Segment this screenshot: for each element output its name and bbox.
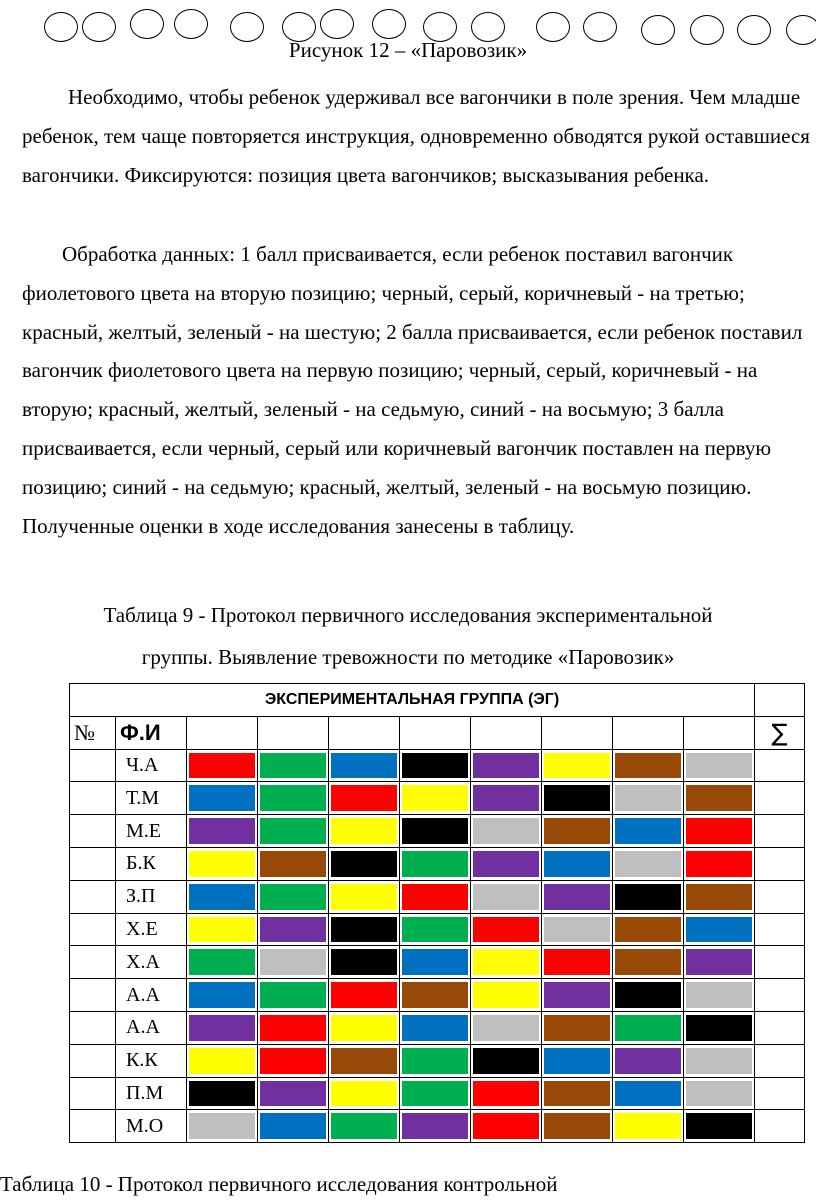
paragraph-data-processing: Обработка данных: 1 балл присваивается, если ребенок поставил вагончик фиолетового цвета на вторую позицию; черный, серый, коричневый - на третью; красный, желтый, зеленый - на шестую; 2 балла присваивается, если ребенок поставил вагончик фиолетового цвета на первую позицию; черный, серый, коричневый - на вторую; красный, желтый, зеленый - на седьмую, синий - на восьмую; 3 балла присваивается, если черный, серый или коричневый вагончик поставлен на первую позицию; синий - на седьмую; красный, желтый, зеленый - на восьмую позицию. Полученные оценки в ходе исследования занесены в таблицу. <box>22 242 803 538</box>
wagon-color-cell <box>613 847 684 880</box>
child-name-cell: М.Е <box>116 815 187 848</box>
wagon-color-cell <box>400 782 471 815</box>
wagon-color-cell <box>613 946 684 979</box>
row-number-cell <box>70 880 116 913</box>
wagon-purple-swatch <box>189 1015 255 1041</box>
wagon-purple-swatch <box>260 917 326 943</box>
wagon-color-cell <box>542 847 613 880</box>
table-row <box>70 815 805 848</box>
wagon-color-cell <box>542 1077 613 1110</box>
wagon-brown-swatch <box>544 1113 610 1139</box>
row-number-cell <box>70 913 116 946</box>
wagon-brown-swatch <box>331 1048 397 1074</box>
wheel-icon <box>320 9 354 39</box>
wagon-color-cell <box>187 1077 258 1110</box>
wagon-brown-swatch <box>544 1081 610 1107</box>
wagon-brown-swatch <box>686 884 752 910</box>
wagon-purple-swatch <box>189 818 255 844</box>
wagon-color-cell <box>471 1110 542 1143</box>
wagon-color-cell <box>471 749 542 782</box>
wagon-color-cell <box>329 1011 400 1044</box>
wagon-blue-swatch <box>189 884 255 910</box>
row-sum-cell <box>755 1110 805 1143</box>
wagon-color-cell <box>258 1110 329 1143</box>
empty-header-cell <box>613 716 684 749</box>
wagon-color-cell <box>258 815 329 848</box>
wagon-blue-swatch <box>189 982 255 1008</box>
wagon-color-cell <box>400 979 471 1012</box>
wagon-blue-swatch <box>260 1113 326 1139</box>
wagon-color-cell <box>613 749 684 782</box>
empty-header-cell <box>329 716 400 749</box>
wheel-icon <box>174 9 208 39</box>
wagon-green-swatch <box>260 982 326 1008</box>
child-name-cell: К.К <box>116 1044 187 1077</box>
wagon-black-swatch <box>331 949 397 975</box>
table-row <box>70 880 805 913</box>
wagon-color-cell <box>613 782 684 815</box>
wagon-purple-swatch <box>544 884 610 910</box>
wagon-color-cell <box>258 782 329 815</box>
table9-title-line2: группы. Выявление тревожности по методике «Паровозик» <box>141 645 675 669</box>
table-header-row <box>70 716 805 749</box>
figure-caption: Рисунок 12 – «Паровозик» <box>288 38 528 62</box>
wagon-black-swatch <box>402 753 468 779</box>
row-number-cell <box>70 1110 116 1143</box>
wagon-brown-swatch <box>615 753 681 779</box>
child-name-cell: Б.К <box>116 847 187 880</box>
wagon-black-swatch <box>331 917 397 943</box>
wagon-color-cell <box>329 782 400 815</box>
wagon-red-swatch <box>260 1015 326 1041</box>
child-name-cell: М.О <box>116 1110 187 1143</box>
wagon-yellow-swatch <box>189 1048 255 1074</box>
wagon-blue-swatch <box>331 753 397 779</box>
wagon-color-cell <box>187 979 258 1012</box>
row-sum-cell <box>755 1077 805 1110</box>
wheel-icon <box>372 9 406 39</box>
wagon-color-cell <box>613 1110 684 1143</box>
wagon-color-cell <box>542 1044 613 1077</box>
wagon-red-swatch <box>473 1113 539 1139</box>
wagon-blue-swatch <box>615 818 681 844</box>
wagon-color-cell <box>329 979 400 1012</box>
row-sum-cell <box>755 880 805 913</box>
wagon-color-cell <box>471 1044 542 1077</box>
wagon-color-cell <box>258 1011 329 1044</box>
wagon-red-swatch <box>402 884 468 910</box>
wagon-color-cell <box>258 913 329 946</box>
wagon-yellow-swatch <box>331 884 397 910</box>
wagon-black-swatch <box>615 884 681 910</box>
wagon-color-cell <box>613 1077 684 1110</box>
wagon-red-swatch <box>260 1048 326 1074</box>
wagon-color-cell <box>471 815 542 848</box>
wagon-gray-swatch <box>615 851 681 877</box>
table-row <box>70 946 805 979</box>
wagon-brown-swatch <box>615 917 681 943</box>
wagon-purple-swatch <box>473 785 539 811</box>
wagon-color-cell <box>471 1011 542 1044</box>
wagon-green-swatch <box>260 753 326 779</box>
wagon-color-cell <box>187 782 258 815</box>
wagon-green-swatch <box>189 949 255 975</box>
wagon-black-swatch <box>544 785 610 811</box>
wagon-gray-swatch <box>686 1048 752 1074</box>
wagon-color-cell <box>613 880 684 913</box>
wagon-color-cell <box>471 847 542 880</box>
wagon-green-swatch <box>402 1048 468 1074</box>
wagon-red-swatch <box>686 851 752 877</box>
wagon-black-swatch <box>615 982 681 1008</box>
wagon-color-cell <box>684 913 755 946</box>
child-name-cell: А.А <box>116 1011 187 1044</box>
column-name-header: Ф.И <box>116 716 187 749</box>
wagon-yellow-swatch <box>615 1113 681 1139</box>
wagon-color-cell <box>471 979 542 1012</box>
wagon-color-cell <box>613 815 684 848</box>
child-name-cell: А.А <box>116 979 187 1012</box>
wagon-yellow-swatch <box>544 753 610 779</box>
wagon-brown-swatch <box>260 851 326 877</box>
wagon-color-cell <box>684 1077 755 1110</box>
wagon-color-cell <box>258 847 329 880</box>
wagon-green-swatch <box>260 884 326 910</box>
wagon-black-swatch <box>686 1113 752 1139</box>
wagon-green-swatch <box>402 1081 468 1107</box>
row-sum-cell <box>755 782 805 815</box>
table10-title: Таблица 10 - Протокол первичного исследования контрольной <box>0 1172 558 1196</box>
wagon-color-cell <box>400 749 471 782</box>
empty-header-cell <box>187 716 258 749</box>
wagon-gray-swatch <box>686 753 752 779</box>
wagon-color-cell <box>187 847 258 880</box>
row-sum-cell <box>755 946 805 979</box>
empty-header-cell <box>258 716 329 749</box>
wagon-color-cell <box>684 1110 755 1143</box>
wagon-purple-swatch <box>615 1048 681 1074</box>
wagon-black-swatch <box>473 1048 539 1074</box>
row-number-cell <box>70 979 116 1012</box>
wagon-purple-swatch <box>473 851 539 877</box>
wagon-color-cell <box>400 815 471 848</box>
wagon-color-cell <box>258 749 329 782</box>
table-row <box>70 1044 805 1077</box>
wagon-gray-swatch <box>260 949 326 975</box>
empty-header-cell <box>755 684 805 717</box>
wagon-color-cell <box>684 979 755 1012</box>
wagon-color-cell <box>684 880 755 913</box>
wagon-color-cell <box>400 847 471 880</box>
wagon-color-cell <box>400 1044 471 1077</box>
paragraph-instructions: Необходимо, чтобы ребенок удерживал все вагончики в поле зрения. Чем младше ребенок, тем чаще повторяется инструкция, одновременно обводятся рукой оставшиеся вагончики. Фиксируются: позиция цвета вагончиков; высказывания ребенка. <box>22 85 810 187</box>
table-row <box>70 979 805 1012</box>
wagon-yellow-swatch <box>189 851 255 877</box>
wagon-gray-swatch <box>615 785 681 811</box>
wagon-blue-swatch <box>686 917 752 943</box>
wagon-color-cell <box>187 1011 258 1044</box>
wagon-yellow-swatch <box>473 949 539 975</box>
row-number-cell <box>70 1077 116 1110</box>
wagon-color-cell <box>329 815 400 848</box>
wagon-black-swatch <box>402 818 468 844</box>
wagon-color-cell <box>613 1011 684 1044</box>
wagon-red-swatch <box>331 982 397 1008</box>
row-sum-cell <box>755 815 805 848</box>
table-group-row <box>70 684 805 717</box>
empty-header-cell <box>471 716 542 749</box>
column-number-header: № <box>70 716 116 749</box>
wagon-red-swatch <box>189 753 255 779</box>
wagon-color-cell <box>684 946 755 979</box>
wagon-color-cell <box>542 1110 613 1143</box>
wagon-color-cell <box>329 847 400 880</box>
table-row <box>70 847 805 880</box>
wagon-purple-swatch <box>260 1081 326 1107</box>
table-row <box>70 782 805 815</box>
child-name-cell: Ч.А <box>116 749 187 782</box>
wagon-yellow-swatch <box>402 785 468 811</box>
wagon-blue-swatch <box>189 785 255 811</box>
wagon-gray-swatch <box>473 1015 539 1041</box>
row-number-cell <box>70 1011 116 1044</box>
wagon-color-cell <box>258 979 329 1012</box>
wagon-brown-swatch <box>686 785 752 811</box>
wagon-color-cell <box>187 913 258 946</box>
wagon-color-cell <box>542 815 613 848</box>
wagon-color-cell <box>542 880 613 913</box>
wagon-color-cell <box>684 782 755 815</box>
protocol-table-body <box>70 749 805 1143</box>
row-number-cell <box>70 1044 116 1077</box>
child-name-cell: Х.Е <box>116 913 187 946</box>
wagon-color-cell <box>400 1077 471 1110</box>
row-number-cell <box>70 749 116 782</box>
wagon-color-cell <box>684 1011 755 1044</box>
wagon-yellow-swatch <box>473 982 539 1008</box>
wagon-gray-swatch <box>473 884 539 910</box>
wagon-green-swatch <box>260 785 326 811</box>
row-sum-cell <box>755 1044 805 1077</box>
wagon-color-cell <box>400 1011 471 1044</box>
wagon-color-cell <box>542 782 613 815</box>
wagon-red-swatch <box>473 1081 539 1107</box>
wagon-color-cell <box>471 1077 542 1110</box>
wagon-color-cell <box>471 782 542 815</box>
wagon-black-swatch <box>331 851 397 877</box>
wagon-color-cell <box>542 913 613 946</box>
wagon-color-cell <box>542 946 613 979</box>
wagon-color-cell <box>258 1044 329 1077</box>
wagon-yellow-swatch <box>331 818 397 844</box>
wagon-color-cell <box>684 847 755 880</box>
wagon-color-cell <box>542 1011 613 1044</box>
wagon-purple-swatch <box>402 1113 468 1139</box>
wagon-color-cell <box>329 1044 400 1077</box>
wagon-color-cell <box>400 946 471 979</box>
sum-header: ∑ <box>755 716 805 749</box>
wagon-color-cell <box>258 946 329 979</box>
wagon-color-cell <box>471 946 542 979</box>
wagon-color-cell <box>684 815 755 848</box>
wagon-color-cell <box>329 1110 400 1143</box>
wagon-gray-swatch <box>473 818 539 844</box>
empty-header-cell <box>684 716 755 749</box>
wagon-color-cell <box>400 1110 471 1143</box>
wagon-color-cell <box>684 1044 755 1077</box>
table-row <box>70 913 805 946</box>
wagon-color-cell <box>187 880 258 913</box>
wagon-color-cell <box>187 815 258 848</box>
child-name-cell: П.М <box>116 1077 187 1110</box>
wagon-color-cell <box>684 749 755 782</box>
wagon-color-cell <box>258 880 329 913</box>
wagon-green-swatch <box>402 851 468 877</box>
wagon-color-cell <box>542 979 613 1012</box>
wagon-blue-swatch <box>615 1081 681 1107</box>
child-name-cell: Т.М <box>116 782 187 815</box>
wagon-purple-swatch <box>686 949 752 975</box>
wagon-blue-swatch <box>402 949 468 975</box>
wagon-color-cell <box>542 749 613 782</box>
wagon-color-cell <box>187 1110 258 1143</box>
wagon-brown-swatch <box>402 982 468 1008</box>
wagon-yellow-swatch <box>331 1015 397 1041</box>
empty-header-cell <box>400 716 471 749</box>
row-sum-cell <box>755 847 805 880</box>
row-number-cell <box>70 847 116 880</box>
wagon-color-cell <box>613 913 684 946</box>
table-row <box>70 1110 805 1143</box>
wagon-blue-swatch <box>402 1015 468 1041</box>
wagon-brown-swatch <box>544 818 610 844</box>
row-number-cell <box>70 815 116 848</box>
row-sum-cell <box>755 1011 805 1044</box>
wagon-color-cell <box>329 1077 400 1110</box>
wagon-gray-swatch <box>686 1081 752 1107</box>
child-name-cell: Х.А <box>116 946 187 979</box>
group-header: ЭКСПЕРИМЕНТАЛЬНАЯ ГРУППА (ЭГ) <box>70 684 755 717</box>
wagon-green-swatch <box>615 1015 681 1041</box>
protocol-table <box>69 683 805 1143</box>
wagon-green-swatch <box>331 1113 397 1139</box>
wagon-color-cell <box>400 913 471 946</box>
wagon-brown-swatch <box>544 1015 610 1041</box>
wagon-yellow-swatch <box>331 1081 397 1107</box>
wagon-color-cell <box>329 880 400 913</box>
wagon-color-cell <box>329 749 400 782</box>
wagon-color-cell <box>187 1044 258 1077</box>
wagon-yellow-swatch <box>189 917 255 943</box>
wagon-purple-swatch <box>473 753 539 779</box>
wagon-brown-swatch <box>615 949 681 975</box>
table-row <box>70 749 805 782</box>
wagon-red-swatch <box>544 949 610 975</box>
wagon-gray-swatch <box>189 1113 255 1139</box>
row-sum-cell <box>755 913 805 946</box>
wagon-gray-swatch <box>544 917 610 943</box>
table9-title-line1: Таблица 9 - Протокол первичного исследования экспериментальной <box>103 603 713 627</box>
wagon-red-swatch <box>331 785 397 811</box>
wagon-color-cell <box>613 1044 684 1077</box>
wagon-color-cell <box>329 913 400 946</box>
wheel-icon <box>130 9 164 39</box>
table-row <box>70 1077 805 1110</box>
wagon-green-swatch <box>260 818 326 844</box>
child-name-cell: З.П <box>116 880 187 913</box>
wagon-color-cell <box>400 880 471 913</box>
wagon-red-swatch <box>473 917 539 943</box>
wagon-blue-swatch <box>544 851 610 877</box>
row-sum-cell <box>755 749 805 782</box>
wagon-black-swatch <box>189 1081 255 1107</box>
empty-header-cell <box>542 716 613 749</box>
table-row <box>70 1011 805 1044</box>
wagon-color-cell <box>258 1077 329 1110</box>
wagon-purple-swatch <box>544 982 610 1008</box>
row-number-cell <box>70 946 116 979</box>
wagon-color-cell <box>471 880 542 913</box>
wagon-blue-swatch <box>544 1048 610 1074</box>
row-sum-cell <box>755 979 805 1012</box>
wagon-red-swatch <box>686 818 752 844</box>
wagon-color-cell <box>471 913 542 946</box>
wagon-black-swatch <box>686 1015 752 1041</box>
wagon-color-cell <box>329 946 400 979</box>
wagon-color-cell <box>187 749 258 782</box>
wagon-color-cell <box>613 979 684 1012</box>
row-number-cell <box>70 782 116 815</box>
wagon-green-swatch <box>402 917 468 943</box>
wagon-gray-swatch <box>686 982 752 1008</box>
wagon-color-cell <box>187 946 258 979</box>
